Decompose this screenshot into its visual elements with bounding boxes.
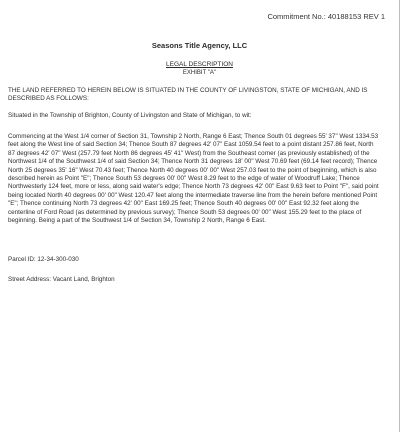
parcel-id: Parcel ID: 12-34-300-030 bbox=[8, 256, 79, 263]
exhibit-label: EXHIBIT "A" bbox=[182, 70, 217, 76]
street-address: Street Address: Vacant Land, Brighton bbox=[8, 276, 115, 283]
legal-description-heading: LEGAL DESCRIPTION bbox=[166, 61, 233, 68]
commitment-number: Commitment No.: 40188153 REV 1 bbox=[267, 12, 385, 21]
situated-paragraph: Situated in the Township of Brighton, County of Livingston and State of Michigan, to wit: bbox=[8, 112, 252, 119]
metes-and-bounds-paragraph: Commencing at the West 1/4 corner of Section 31, Township 2 North, Range 6 East; Thence South 01 degrees 55' 37" West 1334.53 feet along the West line of said Section 34; Thence South 87 degrees 42' 07" East 1059.54 feet to a point distant 257.86 feet, North 87 degrees 42' 07" West (257.79 feet North 86 degrees 45' 41" West) from the Southeast corner (as previously established) of the Northwest 1/4 of the Southwest 1/4 of said Section 34; Thence North 31 degrees 18' 00" West 70.69 feet (69.14 feet record); Thence North 25 degrees 35' 16" West 70.43 feet; Thence North 40 degrees 00' 00" West 257.03 feet to the point of beginning, which is also described herein as Point "E"; Thence South 53 degrees 00' 00" West 8.29 feet to the edge of water of Woodruff Lake; Thence Northwesterly 124 feet, more or less, along said water's edge; Thence North 73 degrees 42' 00" East 9.63 feet to Point "F", said point being located North 40 degrees 00' 00" West 120.47 feet along the intermediate traverse line from the herein before mentioned Point "E"; Thence continuing North 73 degrees 42' 00" East 169.25 feet; Thence South 40 degrees 00' 00" East 92.32 feet along the centerline of Ford Road (as determined by previous survey); Thence South 53 degrees 00' 00" West 155.29 feet to the place of beginning. Being a part of the Southwest 1/4 of Section 34, Township 2 North, Range 6 East. bbox=[8, 133, 379, 225]
land-intro-paragraph: THE LAND REFERRED TO HEREIN BELOW IS SITUATED IN THE COUNTY OF LIVINGSTON, STATE OF MICHIGAN, AND IS DESCRIBED AS FOLLOWS: bbox=[8, 87, 368, 103]
agency-name: Seasons Title Agency, LLC bbox=[151, 41, 248, 50]
